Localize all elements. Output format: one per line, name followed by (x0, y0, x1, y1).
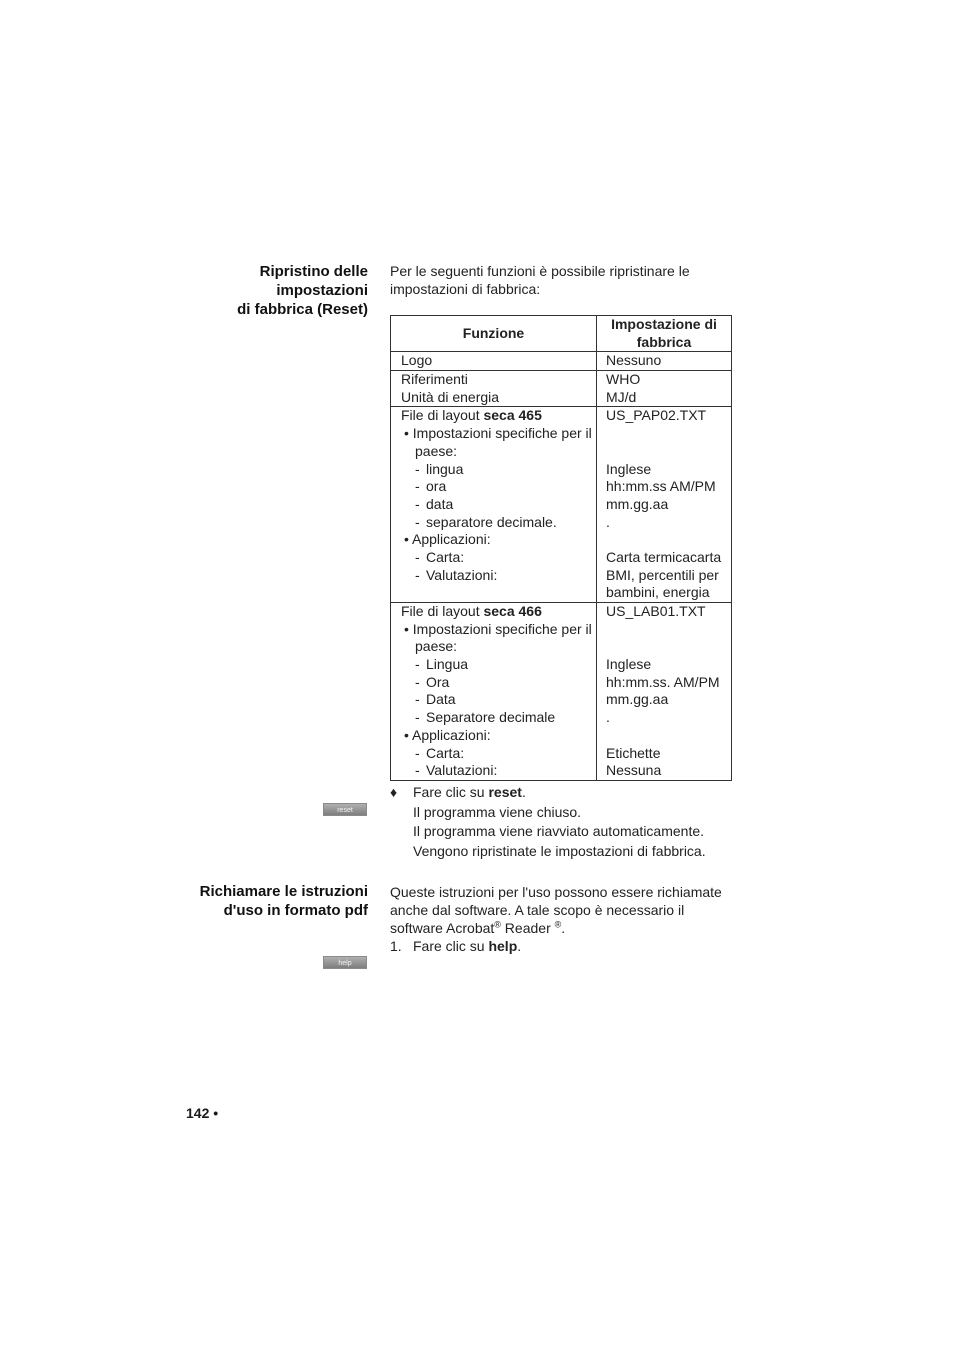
intro-line: Per le seguenti funzioni è possibile ripristinare le (390, 263, 690, 279)
row-value (597, 603, 732, 781)
cell-text: Inglese (606, 460, 652, 477)
intro-text: software Acrobat (390, 920, 495, 936)
factory-settings-table (390, 315, 732, 781)
spacer (606, 638, 727, 656)
table-row (391, 407, 732, 603)
heading-line: d'uso in formato pdf (223, 902, 368, 919)
step-result: Il programma viene riavviato automaticamente. (413, 823, 705, 839)
bullet-item: • Applicazioni: (404, 531, 491, 548)
spacer (401, 584, 592, 602)
bullet-cont: paese: (415, 442, 458, 459)
step-number: 1. (390, 938, 402, 954)
cell-text: mm.gg.aa (606, 691, 669, 708)
sub-item: - Ora (401, 674, 592, 692)
row-value (597, 407, 732, 603)
cell-text: mm.gg.aa (606, 495, 669, 512)
row-label (391, 603, 597, 781)
spacer (606, 531, 727, 549)
sub-item: - lingua (401, 461, 592, 479)
step-action (390, 937, 521, 957)
sub-item: - Carta: (401, 549, 592, 567)
sub-item: - Carta: (401, 745, 592, 763)
header-line: Impostazione di (611, 316, 717, 332)
table-row (391, 352, 732, 371)
intro-line (390, 919, 735, 937)
intro-line: anche dal software. A tale scopo è necessario il (390, 902, 685, 918)
bullet-cont: paese: (415, 638, 458, 655)
step-result: Il programma viene chiuso. (413, 803, 582, 820)
layout-title (401, 603, 592, 621)
col-header-function: Funzione (391, 316, 597, 352)
cell-text: Inglese (606, 656, 652, 673)
reset-section-heading (237, 262, 368, 319)
row-label (391, 407, 597, 603)
layout-title-model: seca 466 (483, 603, 542, 620)
cell-text: . (606, 513, 610, 530)
diamond-icon: ♦ (390, 784, 398, 800)
sub-item: - Data (401, 691, 592, 709)
intro-text: Reader (500, 920, 555, 936)
heading-line: Ripristino delle (259, 263, 368, 280)
layout-title (401, 407, 592, 425)
spacer (606, 443, 727, 461)
cell-text: hh:mm.ss. AM/PM (606, 673, 720, 690)
cell-text: Riferimenti (401, 371, 468, 388)
step-text: . (521, 784, 526, 800)
sub-item: - separatore decimale. (401, 514, 592, 532)
cell-text: Unità di energia (401, 388, 500, 405)
pdf-intro (390, 883, 735, 937)
header-line: fabbrica (636, 333, 692, 350)
col-header-factory-setting (597, 316, 732, 352)
spacer (606, 727, 727, 745)
cell-text: WHO (606, 371, 641, 388)
page-number: 142 • (186, 1105, 219, 1121)
intro-line: impostazioni di fabbrica: (390, 281, 541, 297)
layout-title-prefix: File di layout (401, 407, 484, 424)
heading-line: Richiamare le istruzioni (199, 883, 368, 900)
sub-item: - Valutazioni: (401, 762, 592, 780)
step-text: Fare clic su (413, 784, 489, 800)
intro-line: Queste istruzioni per l'uso possono essere richiamate (390, 884, 722, 900)
cell-text: hh:mm.ss AM/PM (606, 478, 716, 495)
cell-text: bambini, energia (606, 584, 710, 601)
registered-mark: ® (554, 919, 562, 930)
table-header-row (391, 316, 732, 352)
reset-intro (390, 262, 735, 298)
step-result: Vengono ripristinate le impostazioni di fabbrica. (413, 842, 706, 859)
sub-item: - ora (401, 478, 592, 496)
spacer (606, 621, 727, 639)
step-action (390, 783, 706, 803)
cell-text: US_LAB01.TXT (606, 603, 706, 620)
step-keyword: reset (488, 784, 522, 800)
row-label (391, 371, 597, 407)
cell-text: Etichette (606, 744, 661, 761)
sub-item: - data (401, 496, 592, 514)
layout-title-model: seca 465 (483, 407, 542, 424)
row-value (597, 371, 732, 407)
row-value (597, 352, 732, 371)
cell-text: Nessuno (606, 352, 662, 369)
layout-title-prefix: File di layout (401, 603, 484, 620)
sub-item: - Separatore decimale (401, 709, 592, 727)
step-text: . (517, 938, 522, 954)
registered-mark: ® (494, 919, 501, 930)
step-text: Fare clic su (413, 938, 489, 954)
table-row (391, 371, 732, 407)
row-label (391, 352, 597, 371)
reset-steps (390, 783, 706, 861)
sub-item: - Lingua (401, 656, 592, 674)
step-keyword: help (488, 938, 518, 954)
reset-button[interactable]: reset (323, 803, 367, 816)
cell-text: MJ/d (606, 388, 637, 405)
cell-text: US_PAP02.TXT (606, 407, 707, 424)
cell-text: BMI, percentili per (606, 566, 719, 583)
intro-text: . (561, 920, 566, 936)
bullet-item: • Applicazioni: (404, 726, 491, 743)
sub-item: - Valutazioni: (401, 567, 592, 585)
pdf-section-heading (200, 882, 368, 920)
pdf-steps (390, 937, 521, 957)
heading-line: impostazioni (276, 282, 368, 299)
help-button[interactable]: help (323, 956, 367, 969)
table-row (391, 603, 732, 781)
cell-text: Logo (401, 352, 433, 369)
cell-text: Nessuna (606, 762, 662, 779)
heading-line: di fabbrica (Reset) (237, 301, 368, 318)
spacer (606, 425, 727, 443)
bullet-item: • Impostazioni specifiche per il (404, 425, 592, 442)
cell-text: . (606, 709, 610, 726)
cell-text: Carta termicacarta (606, 548, 722, 565)
bullet-item: • Impostazioni specifiche per il (404, 620, 592, 637)
